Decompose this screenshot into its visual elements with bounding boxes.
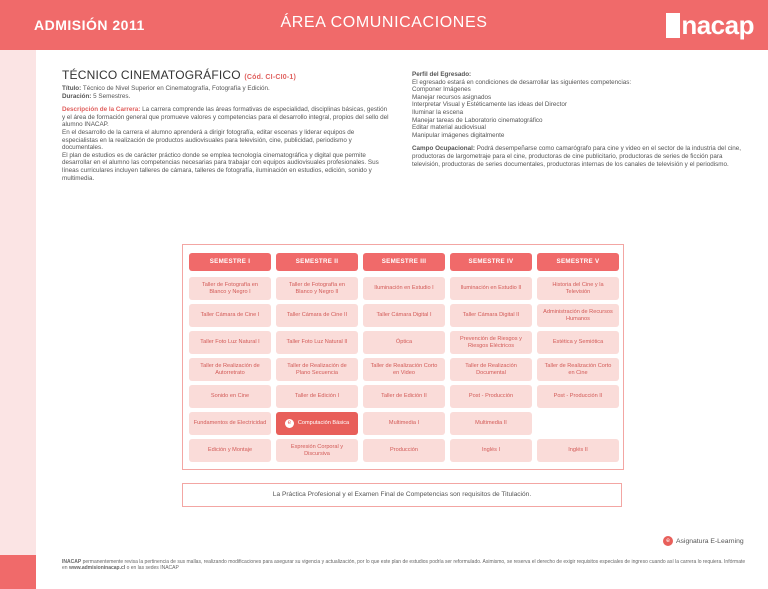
logo-text: nacap — [681, 10, 754, 40]
duracion-value: 5 Semestres. — [93, 92, 131, 100]
perfil-item: Editar material audiovisual — [412, 124, 486, 132]
semester-header: SEMESTRE V — [537, 253, 619, 271]
course-cell: Estética y Semiótica — [537, 331, 619, 354]
left-stripe — [0, 50, 36, 555]
logo-square-icon — [666, 13, 680, 38]
course-cell: Taller Cámara Digital I — [363, 304, 445, 327]
perfil-item: Iluminar la escena — [412, 108, 464, 116]
campo-ocupacional — [412, 145, 742, 168]
campo-label: Campo Ocupacional: — [412, 145, 475, 153]
titulo-label: Título: — [62, 85, 82, 92]
footer-disclaimer — [62, 559, 748, 571]
course-cell: Taller Foto Luz Natural I — [189, 331, 271, 354]
course-cell: Taller Cámara de Cine II — [276, 304, 358, 327]
footer-text: permanentemente revisa la pertinencia de sus mallas, realizando modificaciones para asegurar su vigencia y actualización, por lo que este plan de estudios podría ser reformulado. Asimismo, se reserva el derecho de exigir requisitos especiales de ingreso cuando así la carrera lo requiera. Infórmate en — [62, 559, 746, 571]
career-title — [62, 68, 390, 85]
course-cell: Taller de Realización Corto en Cine — [537, 358, 619, 381]
course-cell: Inglés II — [537, 439, 619, 462]
course-cell: Taller de Realización de Plano Secuencia — [276, 358, 358, 381]
semester-header: SEMESTRE I — [189, 253, 271, 271]
admision-label: ADMISIÓN 2011 — [34, 17, 145, 33]
perfil-item: Manipular imágenes digitalmente — [412, 131, 505, 139]
course-cell: Producción — [363, 439, 445, 462]
perfil-section — [412, 71, 742, 168]
course-cell: Post - Producción — [450, 385, 532, 408]
career-title-text: TÉCNICO CINEMATOGRÁFICO — [62, 68, 241, 82]
semester-header: SEMESTRE IV — [450, 253, 532, 271]
campo-text: Podrá desempeñarse como camarógrafo para cine y video en el sector de la industria del cine, productoras de largometraje para el cine, productoras de cine publicitario, productoras de series de ficción para televisión, productoras de series documentales, productoras internas de los canales de televisión y el periodismo. — [412, 145, 742, 168]
course-cell: Taller Cámara Digital II — [450, 304, 532, 327]
duracion-label: Duración: — [62, 92, 92, 100]
header-bar — [0, 0, 768, 50]
course-cell: Taller de Edición I — [276, 385, 358, 408]
titulo-value: Técnico de Nivel Superior en Cinematografía, Fotografía y Edición. — [82, 85, 270, 92]
footer-link[interactable]: www.admisioninacap.cl — [68, 565, 126, 571]
course-cell: Edición y Montaje — [189, 439, 271, 462]
course-cell: Iluminación en Estudio II — [450, 277, 532, 300]
left-stripe-bottom — [0, 555, 36, 589]
course-cell: Inglés I — [450, 439, 532, 462]
inacap-logo[interactable] — [666, 11, 754, 39]
course-cell: Óptica — [363, 331, 445, 354]
duracion-line — [62, 93, 390, 101]
semester-header: SEMESTRE III — [363, 253, 445, 271]
course-cell: Prevención de Riesgos y Riesgos Eléctricos — [450, 331, 532, 354]
e-learning-icon: e — [285, 419, 294, 428]
course-cell: Taller de Edición II — [363, 385, 445, 408]
footer-text-end: o en las sedes INACAP — [126, 565, 179, 571]
course-cell: Sonido en Cine — [189, 385, 271, 408]
curriculum-grid — [182, 244, 624, 470]
desc-paragraph-2: En el desarrollo de la carrera el alumno aprenderá a dirigir fotografía, editar escenas y liderar equipos de especialistas en la realización de productos audiovisuales para televisión, cine, publicidad, periodismo y documentales. — [62, 128, 355, 152]
perfil-item: Manejar recursos asignados — [412, 93, 492, 101]
empty-cell — [537, 412, 619, 435]
perfil-item: Manejar tareas de Laboratorio cinematográfico — [412, 116, 543, 124]
course-cell: Multimedia II — [450, 412, 532, 435]
course-name: Computación Básica — [297, 420, 350, 427]
semester-header: SEMESTRE II — [276, 253, 358, 271]
course-cell: Taller de Fotografía en Blanco y Negro I — [189, 277, 271, 300]
course-cell: Taller de Fotografía en Blanco y Negro II — [276, 277, 358, 300]
course-cell: Historia del Cine y la Televisión — [537, 277, 619, 300]
course-cell: Taller de Realización Corto en Video — [363, 358, 445, 381]
desc-paragraph-1 — [62, 106, 390, 129]
perfil-item: Interpretar Visual y Estéticamente las ideas del Director — [412, 101, 567, 109]
perfil-item: Componer Imágenes — [412, 86, 471, 94]
legend-label: Asignatura E-Learning — [676, 537, 744, 545]
course-cell: Taller de Realización Documental — [450, 358, 532, 381]
e-learning-icon: e — [663, 536, 673, 546]
course-cell: Multimedia I — [363, 412, 445, 435]
perfil-intro: El egresado estará en condiciones de desarrollar las siguientes competencias: — [412, 78, 632, 86]
desc-paragraph-3: El plan de estudios es de carácter práctico donde se emplea tecnología cinematográfica y digital que permite desarrollar en el alumno las competencias necesarias para trabajar con equipos audiovisuales profesionales. Sus líneas curriculares incluyen talleres de cámara, talleres de fotografía, iluminación en estudios, edición, sonido y multimedia. — [62, 151, 379, 182]
course-cell: Taller de Realización de Autorretrato — [189, 358, 271, 381]
course-cell: Taller Cámara de Cine I — [189, 304, 271, 327]
desc-text-1: La carrera comprende las áreas formativas de especialidad, disciplinas básicas, gestión y el área de formación general que promueve valores y competencias para el desarrollo integral, propios del sello del alumno INACAP. — [62, 106, 389, 129]
course-cell: Expresión Corporal y Discursiva — [276, 439, 358, 462]
course-cell-elearning — [276, 412, 358, 435]
titulo-line — [62, 85, 390, 93]
career-description — [62, 68, 390, 182]
course-cell: Fundamentos de Electricidad — [189, 412, 271, 435]
course-cell: Iluminación en Estudio I — [363, 277, 445, 300]
course-cell: Administración de Recursos Humanos — [537, 304, 619, 327]
titulacion-note: La Práctica Profesional y el Examen Final de Competencias son requisitos de Titulación. — [182, 483, 622, 507]
footer-brand: INACAP — [62, 559, 82, 565]
course-cell: Taller Foto Luz Natural II — [276, 331, 358, 354]
desc-label: Descripción de la Carrera: — [62, 106, 141, 114]
area-title: ÁREA COMUNICACIONES — [280, 14, 488, 31]
elearning-legend — [663, 536, 744, 546]
career-code: (Cód. CI-CI0-1) — [244, 74, 296, 81]
course-cell: Post - Producción II — [537, 385, 619, 408]
perfil-label: Perfil del Egresado: — [412, 71, 472, 78]
